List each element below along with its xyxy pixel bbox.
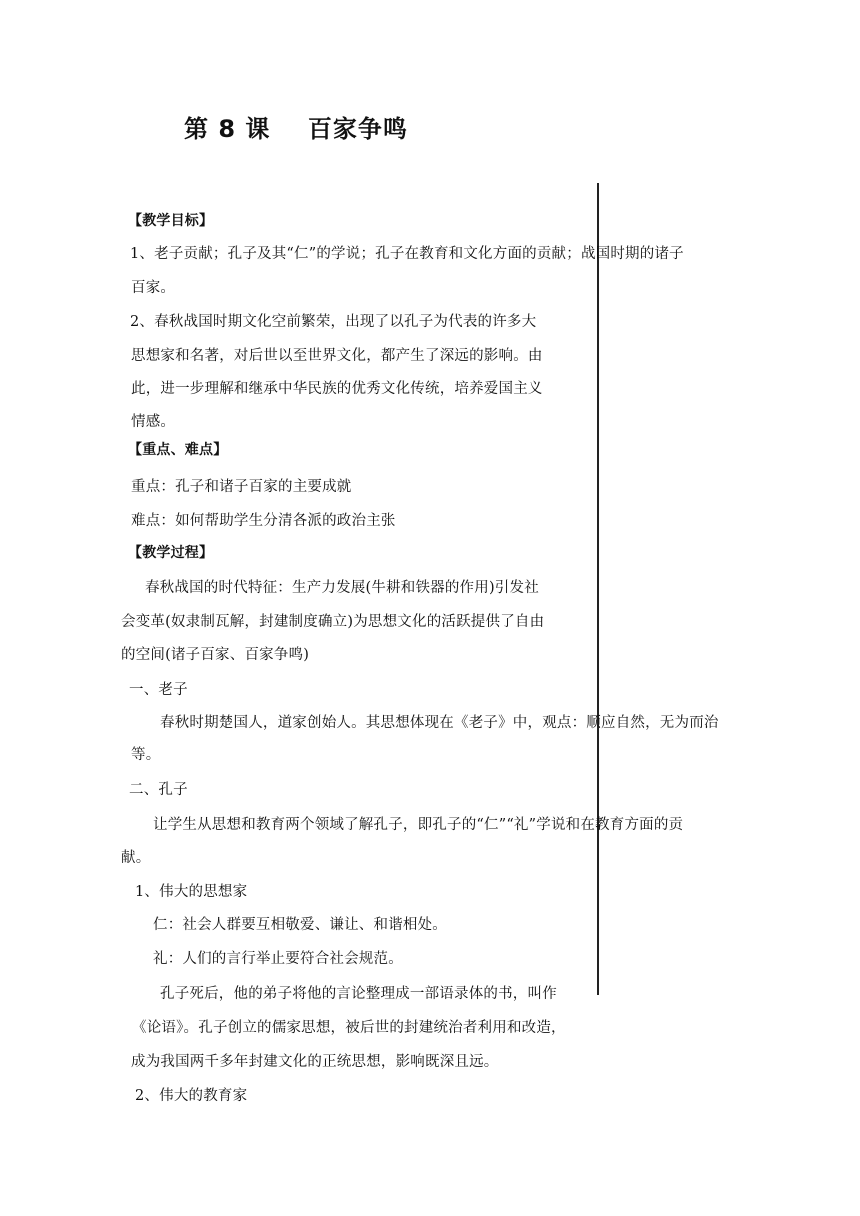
key-points-heading: 【重点、难点】 [128,442,228,458]
objectives-heading: 【教学目标】 [128,213,214,229]
section-laozi-title: 一、老子 [129,682,188,698]
li-definition: 礼：人们的言行举止要符合社会规范。 [153,951,403,967]
ren-definition: 仁：社会人群要互相敬爱、谦让、和谐相处。 [153,917,447,933]
objective-item-2-line-2: 思想家和名著，对后世以至世界文化，都产生了深远的影响。由 [131,348,543,364]
vertical-divider-line [597,183,599,995]
lunyu-paragraph-line-3: 成为我国两千多年封建文化的正统思想，影响既深且远。 [131,1054,499,1070]
key-point-focus: 重点：孔子和诸子百家的主要成就 [131,479,352,495]
section-confucius-intro-line-2: 献。 [121,850,151,866]
objective-item-1-line-2: 百家。 [131,280,176,296]
lunyu-paragraph-line-2: 《论语》。孔子创立的儒家思想，被后世的封建统治者利用和改造， [132,1020,566,1036]
objective-item-1-line-1: 1、老子贡献；孔子及其“仁”的学说；孔子在教育和文化方面的贡献；战国时期的诸子 [130,246,684,262]
objective-item-2-line-4: 情感。 [131,414,176,430]
section-confucius-intro-line-1: 让学生从思想和教育两个领域了解孔子，即孔子的“仁”“礼”学说和在教育方面的贡 [153,817,684,833]
key-point-difficulty: 难点：如何帮助学生分清各派的政治主张 [131,513,396,529]
process-intro-line-3: 的空间(诸子百家、百家争鸣) [121,647,310,663]
process-heading: 【教学过程】 [128,545,214,561]
section-laozi-line-1: 春秋时期楚国人，道家创始人。其思想体现在《老子》中，观点：顺应自然，无为而治 [160,715,719,731]
objective-item-2-line-1: 2、春秋战国时期文化空前繁荣，出现了以孔子为代表的许多大 [130,314,537,330]
subsection-educator-title: 2、伟大的教育家 [135,1088,248,1104]
section-confucius-title: 二、孔子 [129,782,188,798]
process-intro-line-2: 会变革(奴隶制瓦解，封建制度确立)为思想文化的活跃提供了自由 [121,614,545,630]
subsection-thinker-title: 1、伟大的思想家 [135,884,248,900]
lesson-title: 第 8 课 百家争鸣 [184,115,408,143]
lunyu-paragraph-line-1: 孔子死后，他的弟子将他的言论整理成一部语录体的书，叫作 [160,986,557,1002]
section-laozi-line-2: 等。 [131,747,161,763]
objective-item-2-line-3: 此，进一步理解和继承中华民族的优秀文化传统，培养爱国主义 [131,381,543,397]
process-intro-line-1: 春秋战国的时代特征：生产力发展(牛耕和铁器的作用)引发社 [145,580,539,596]
